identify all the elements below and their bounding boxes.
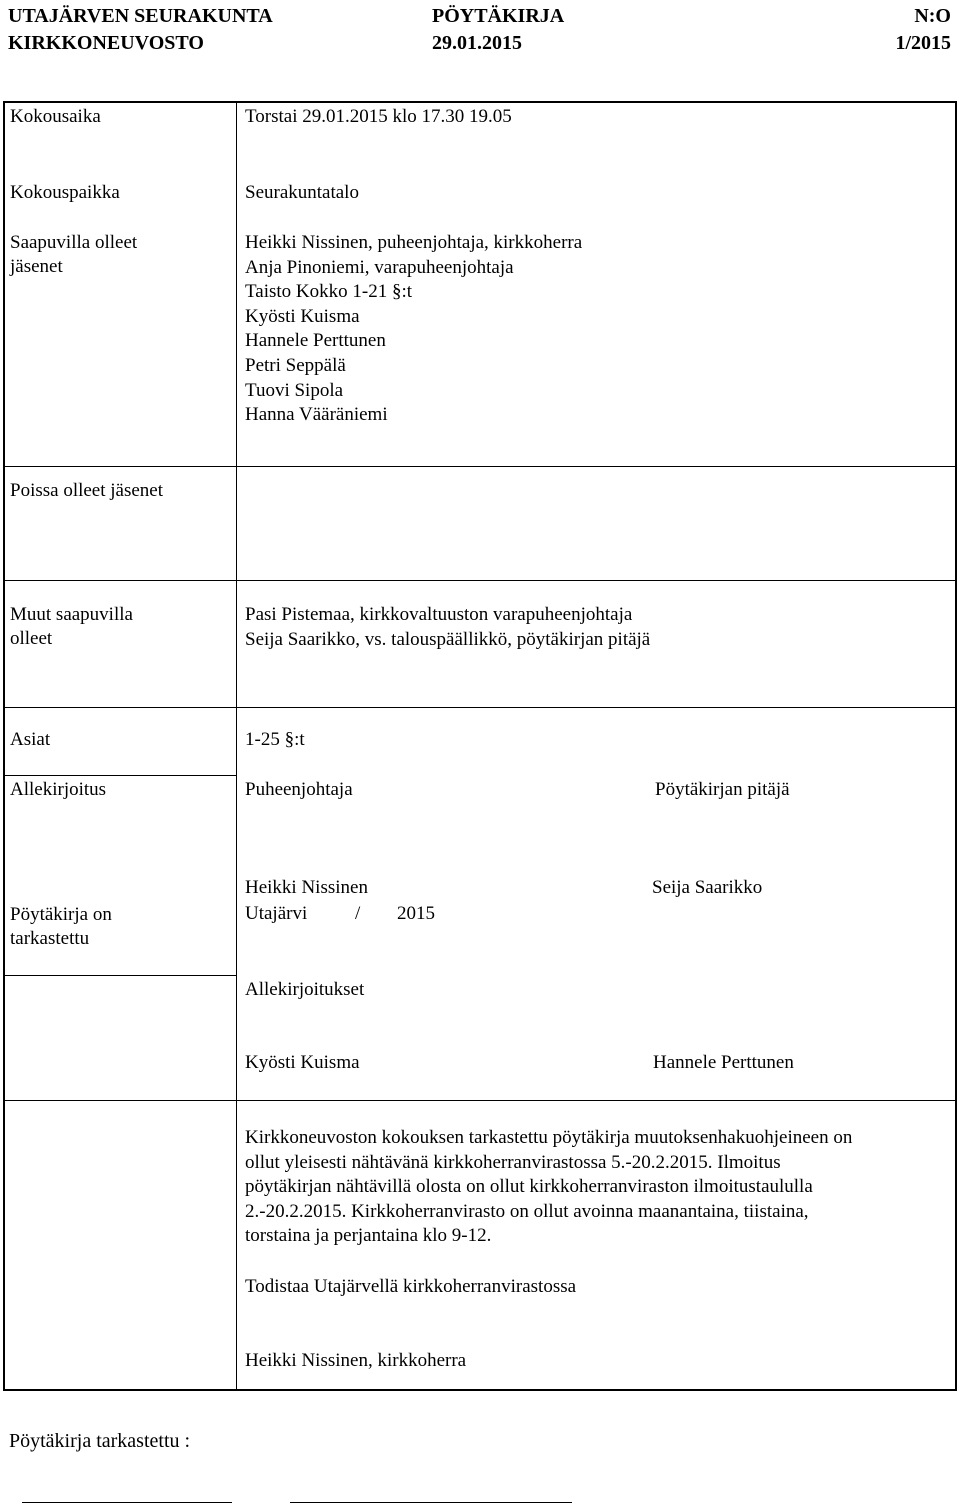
notice-line: Kirkkoneuvoston kokouksen tarkastettu pöytäkirja muutoksenhakuohjeineen on <box>245 1127 853 1148</box>
others-present-label <box>10 603 133 651</box>
signature-line <box>22 1502 232 1503</box>
notice-line: 2.-20.2.2015. Kirkkoherranvirasto on ollut avoinna maanantaina, tiistaina, <box>245 1200 809 1222</box>
checked-label-line: tarkastettu <box>10 928 90 949</box>
parish-name: UTAJÄRVEN SEURAKUNTA <box>8 5 273 27</box>
secretary-name: Seija Saarikko <box>652 877 763 898</box>
present-members-list <box>245 231 582 428</box>
row-separator <box>3 707 957 708</box>
number-label: N:O <box>914 5 951 27</box>
number-value: 1/2015 <box>895 32 951 54</box>
chair-role: Puheenjohtaja <box>245 779 353 800</box>
notice-line: torstaina ja perjantaina klo 9-12. <box>245 1225 492 1246</box>
meeting-place-label: Kokouspaikka <box>10 182 120 203</box>
chair-name: Heikki Nissinen <box>245 877 368 898</box>
attestation: Todistaa Utajärvellä kirkkoherranvirastossa <box>245 1276 577 1297</box>
signature-label: Allekirjoitus <box>10 779 107 800</box>
meeting-place-value: Seurakuntatalo <box>245 182 359 203</box>
row-separator <box>3 580 957 581</box>
others-present-label-line: Muut saapuvilla <box>10 604 133 625</box>
items-value: 1-25 §:t <box>245 729 305 750</box>
member-name: Heikki Nissinen, puheenjohtaja, kirkkoherra <box>245 232 583 253</box>
other-person: Pasi Pistemaa, kirkkovaltuuston varapuheenjohtaja <box>245 604 633 625</box>
secretary-role: Pöytäkirjan pitäjä <box>655 779 790 800</box>
others-present-label-line: olleet <box>10 628 53 649</box>
present-members-label <box>10 231 137 279</box>
document-type: PÖYTÄKIRJA <box>432 5 565 27</box>
row-separator <box>3 1100 957 1101</box>
present-members-label-line: jäsenet <box>10 256 63 277</box>
notice-line: ollut yleisesti nähtävänä kirkkoherranvirastossa 5.-20.2.2015. Ilmoitus <box>245 1151 781 1173</box>
meeting-time-label: Kokousaika <box>10 106 101 127</box>
checked-label <box>10 903 112 951</box>
meeting-date: 29.01.2015 <box>432 32 522 54</box>
member-name: Kyösti Kuisma <box>245 305 360 327</box>
meeting-time-value: Torstai 29.01.2015 klo 17.30 19.05 <box>245 106 512 127</box>
minutes-checked-footer: Pöytäkirja tarkastettu : <box>9 1430 191 1452</box>
items-label: Asiat <box>10 729 51 750</box>
row-separator <box>3 466 957 467</box>
row-separator <box>3 975 236 976</box>
signature-line <box>290 1502 572 1503</box>
table-left-border <box>3 101 5 1391</box>
member-name: Taisto Kokko 1-21 §:t <box>245 281 413 303</box>
signatures-label: Allekirjoitukset <box>245 979 365 1000</box>
member-name: Petri Seppälä <box>245 354 346 376</box>
member-name: Hanna Vääräniemi <box>245 404 388 426</box>
check-year: 2015 <box>397 903 435 924</box>
row-separator <box>3 775 236 776</box>
member-name: Tuovi Sipola <box>245 379 344 401</box>
notice-line: pöytäkirjan nähtävillä olosta on ollut kirkkoherranviraston ilmoitustaululla <box>245 1176 813 1197</box>
checked-label-line: Pöytäkirja on <box>10 904 112 925</box>
absent-members-label: Poissa olleet jäsenet <box>10 480 164 501</box>
attestation-signer: Heikki Nissinen, kirkkoherra <box>245 1350 467 1371</box>
member-name: Anja Pinoniemi, varapuheenjohtaja <box>245 256 514 278</box>
table-right-border <box>955 101 957 1391</box>
check-place: Utajärvi <box>245 903 308 924</box>
other-person: Seija Saarikko, vs. talouspäällikkö, pöytäkirjan pitäjä <box>245 628 651 650</box>
others-present-list <box>245 603 650 652</box>
notice-paragraph <box>245 1126 852 1249</box>
checker-name: Hannele Perttunen <box>653 1052 794 1073</box>
table-bottom-border <box>3 1389 957 1391</box>
council-name: KIRKKONEUVOSTO <box>8 32 204 54</box>
table-top-border <box>3 101 957 103</box>
present-members-label-line: Saapuvilla olleet <box>10 232 138 253</box>
member-name: Hannele Perttunen <box>245 330 386 352</box>
checker-name: Kyösti Kuisma <box>245 1052 360 1073</box>
column-divider <box>236 101 237 1391</box>
check-date-slash: / <box>355 903 361 924</box>
